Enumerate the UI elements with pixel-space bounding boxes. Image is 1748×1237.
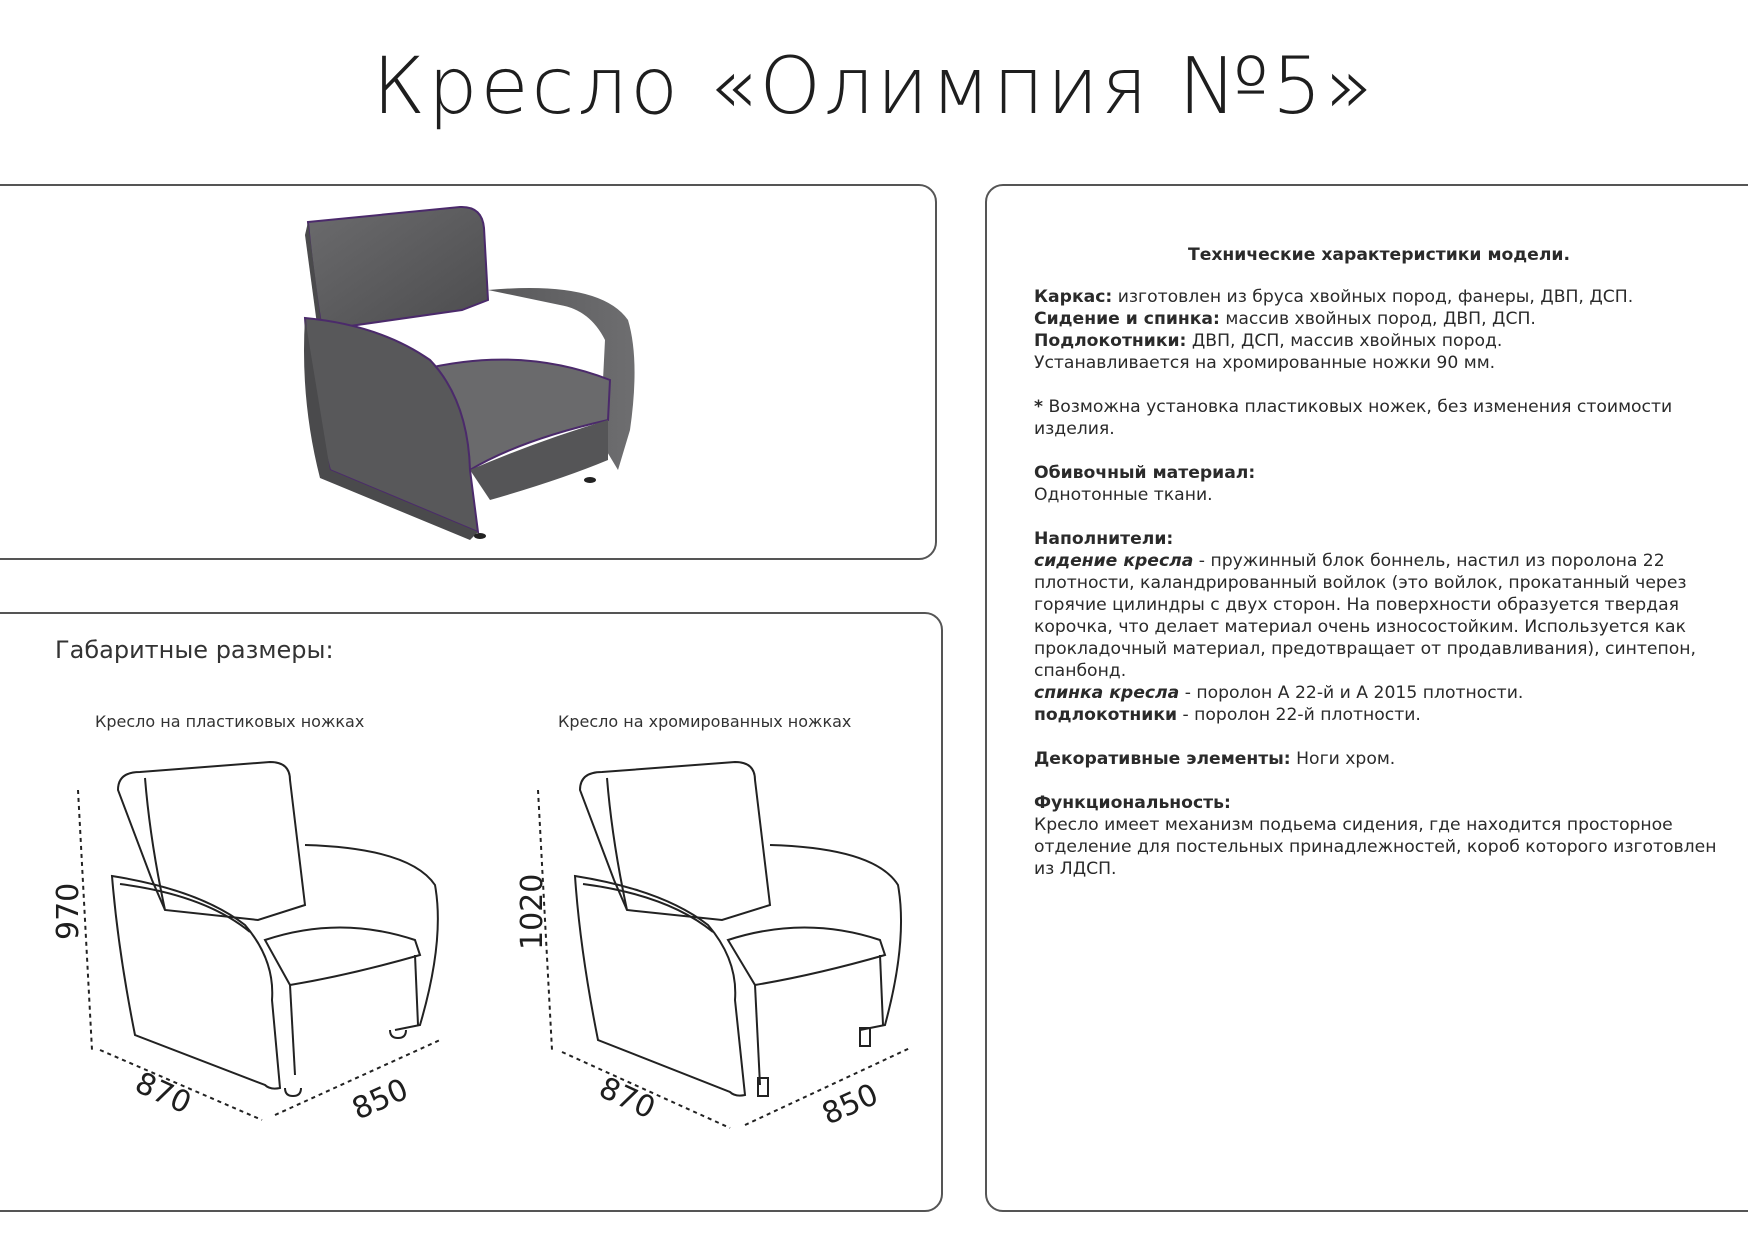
spec-fillers-label: Наполнители:	[1034, 529, 1174, 549]
spec-arm-fill: подлокотники - поролон 22-й плотности.	[1034, 705, 1421, 725]
spec-function-text: Кресло имеет механизм подьема сидения, где находится просторное отделение для постельных принадлежностей, короб которого изготовлен из ЛДСП.	[1034, 815, 1717, 879]
spec-upholstery-text: Однотонные ткани.	[1034, 485, 1213, 505]
depth-label: 850	[347, 1072, 414, 1128]
spec-function-label: Функциональность:	[1034, 793, 1231, 813]
depth-label: 850	[817, 1077, 884, 1133]
spec-frame: Каркас: изготовлен из бруса хвойных пород, фанеры, ДВП, ДСП.	[1034, 287, 1634, 307]
spec-back-fill: спинка кресла - поролон А 22-й и А 2015 плотности.	[1034, 683, 1524, 703]
specs-text	[1034, 244, 1724, 880]
height-label: 1020	[515, 873, 550, 950]
spec-seat-back: Сидение и спинка: массив хвойных пород, ДВП, ДСП.	[1034, 309, 1536, 329]
caption-chrome-legs: Кресло на хромированных ножках	[558, 712, 852, 731]
dimensions-heading: Габаритные размеры:	[55, 636, 334, 664]
caption-plastic-legs: Кресло на пластиковых ножках	[95, 712, 365, 731]
width-label: 870	[593, 1070, 661, 1127]
height-label: 970	[51, 882, 86, 940]
page-title: Кресло «Олимпия №5»	[372, 42, 1376, 132]
spec-legs: Устанавливается на хромированные ножки 90 мм.	[1034, 353, 1496, 373]
width-label: 870	[129, 1065, 197, 1122]
spec-decor: Декоративные элементы: Ноги хром.	[1034, 749, 1396, 769]
specs-heading: Технические характеристики модели.	[1187, 245, 1571, 265]
spec-upholstery-label: Обивочный материал:	[1034, 463, 1256, 483]
spec-note: * Возможна установка пластиковых ножек, без изменения стоимости изделия.	[1034, 397, 1673, 439]
spec-armrests: Подлокотники: ДВП, ДСП, массив хвойных пород.	[1034, 331, 1503, 351]
spec-seat-fill: сидение кресла - пружинный блок боннель, настил из поролона 22 плотности, каландрированный войлок (это войлок, прокатанный через горячие цилиндры с двух сторон. На поверхности образуется твердая корочка, что делает материал очень износостойким. Используется как прокладочный материал, предотвращает от продавливания), синтепон, спанбонд.	[1034, 551, 1696, 681]
